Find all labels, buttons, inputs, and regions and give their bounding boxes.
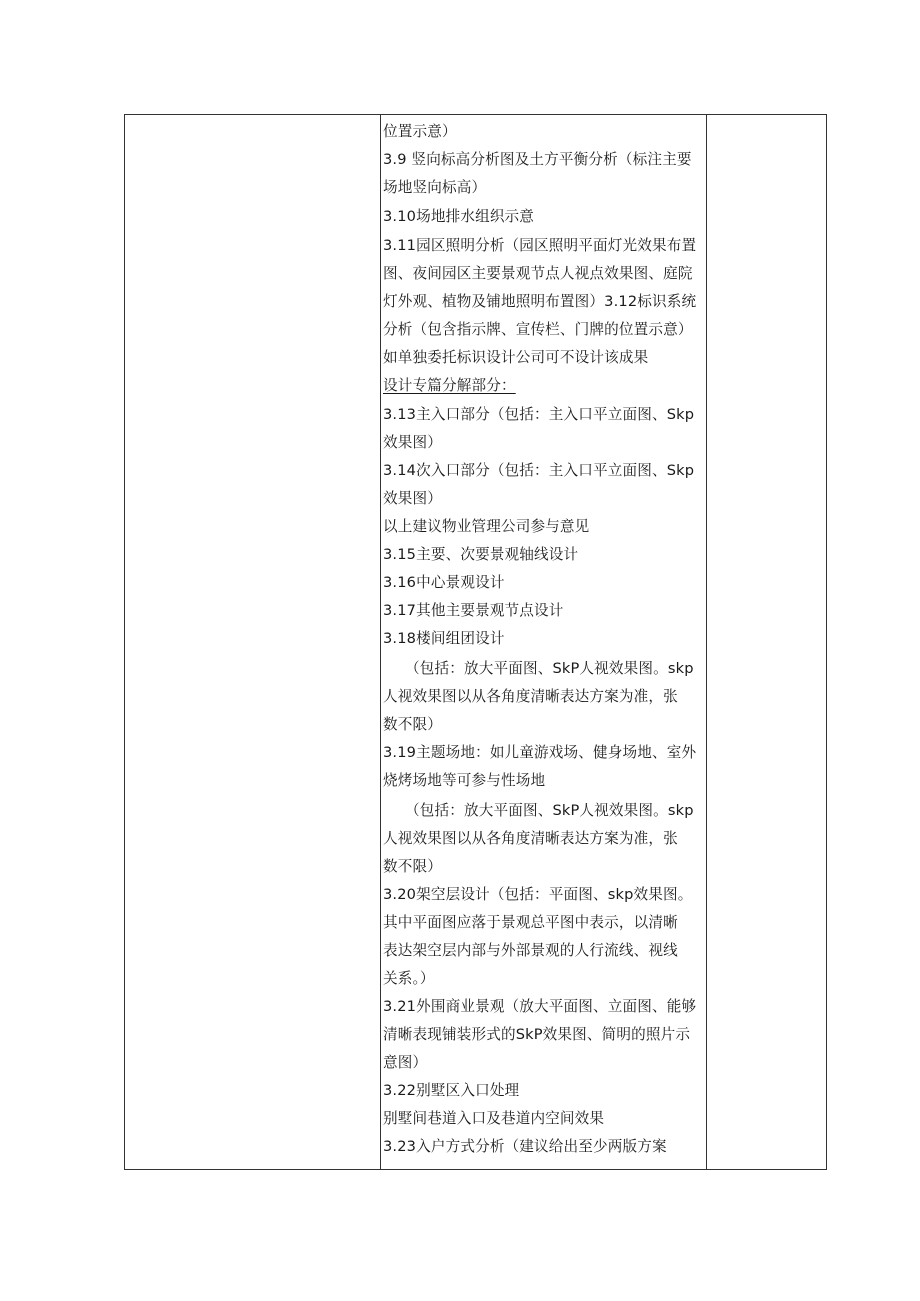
text-line: 3.9 竖向标高分析图及土方平衡分析（标注主要 — [383, 151, 692, 168]
text-line: 3.23入户方式分析（建议给出至少两版方案 — [383, 1138, 667, 1155]
text-line: 图、夜间园区主要景观节点人视点效果图、庭院 — [383, 265, 693, 282]
text-line: 以上建议物业管理公司参与意见 — [383, 518, 590, 535]
text-line: 灯外观、植物及铺地照明布置图）3.12标识系统 — [383, 293, 697, 310]
text-line: 分析（包含指示牌、宣传栏、门牌的位置示意） — [383, 321, 693, 338]
text-line: 意图） — [383, 1054, 428, 1071]
table-cell-right — [707, 115, 826, 1169]
text-line: 烧烤场地等可参与性场地 — [383, 772, 546, 789]
text-line: 3.22别墅区入口处理 — [383, 1082, 520, 1099]
text-line: （包括：放大平面图、SkP人视效果图。skp — [405, 660, 694, 677]
text-line: 3.19主题场地：如儿童游戏场、健身场地、室外 — [383, 744, 697, 761]
text-line: 其中平面图应落于景观总平图中表示，以清晰 — [383, 914, 678, 931]
text-line: （包括：放大平面图、SkP人视效果图。skp — [405, 802, 694, 819]
text-line: 数不限） — [383, 858, 442, 875]
document-table — [124, 114, 827, 1170]
text-line: 位置示意） — [383, 123, 457, 140]
text-line: 人视效果图以从各角度清晰表达方案为准，张 — [383, 830, 678, 847]
text-line: 3.14次入口部分（包括：主入口平立面图、Skp — [383, 462, 695, 479]
text-line: 关系。） — [383, 970, 435, 987]
text-line: 3.20架空层设计（包括：平面图、skp效果图。 — [383, 886, 693, 903]
text-line: 效果图） — [383, 490, 442, 507]
text-line: 清晰表现铺装形式的SkP效果图、简明的照片示 — [383, 1026, 691, 1043]
text-line: 表达架空层内部与外部景观的人行流线、视线 — [383, 942, 678, 959]
table-cell-content — [381, 115, 706, 1169]
text-line: 场地竖向标高） — [383, 179, 487, 196]
text-line: 3.13主入口部分（包括：主入口平立面图、Skp — [383, 406, 695, 423]
text-line: 3.11园区照明分析（园区照明平面灯光效果布置 — [383, 237, 697, 254]
text-line: 3.18楼间组团设计 — [383, 630, 505, 647]
text-line: 3.17其他主要景观节点设计 — [383, 602, 564, 619]
text-line: 人视效果图以从各角度清晰表达方案为准，张 — [383, 688, 678, 705]
section-heading: 设计专篇分解部分： — [383, 377, 516, 394]
text-line: 效果图） — [383, 434, 442, 451]
text-line: 3.10场地排水组织示意 — [383, 208, 535, 225]
text-line: 如单独委托标识设计公司可不设计该成果 — [383, 349, 649, 366]
text-line: 3.21外围商业景观（放大平面图、立面图、能够 — [383, 998, 697, 1015]
text-line: 3.15主要、次要景观轴线设计 — [383, 546, 579, 563]
text-line: 别墅间巷道入口及巷道内空间效果 — [383, 1110, 605, 1127]
text-line: 数不限） — [383, 716, 442, 733]
text-line: 3.16中心景观设计 — [383, 574, 505, 591]
table-cell-left — [125, 115, 380, 1169]
